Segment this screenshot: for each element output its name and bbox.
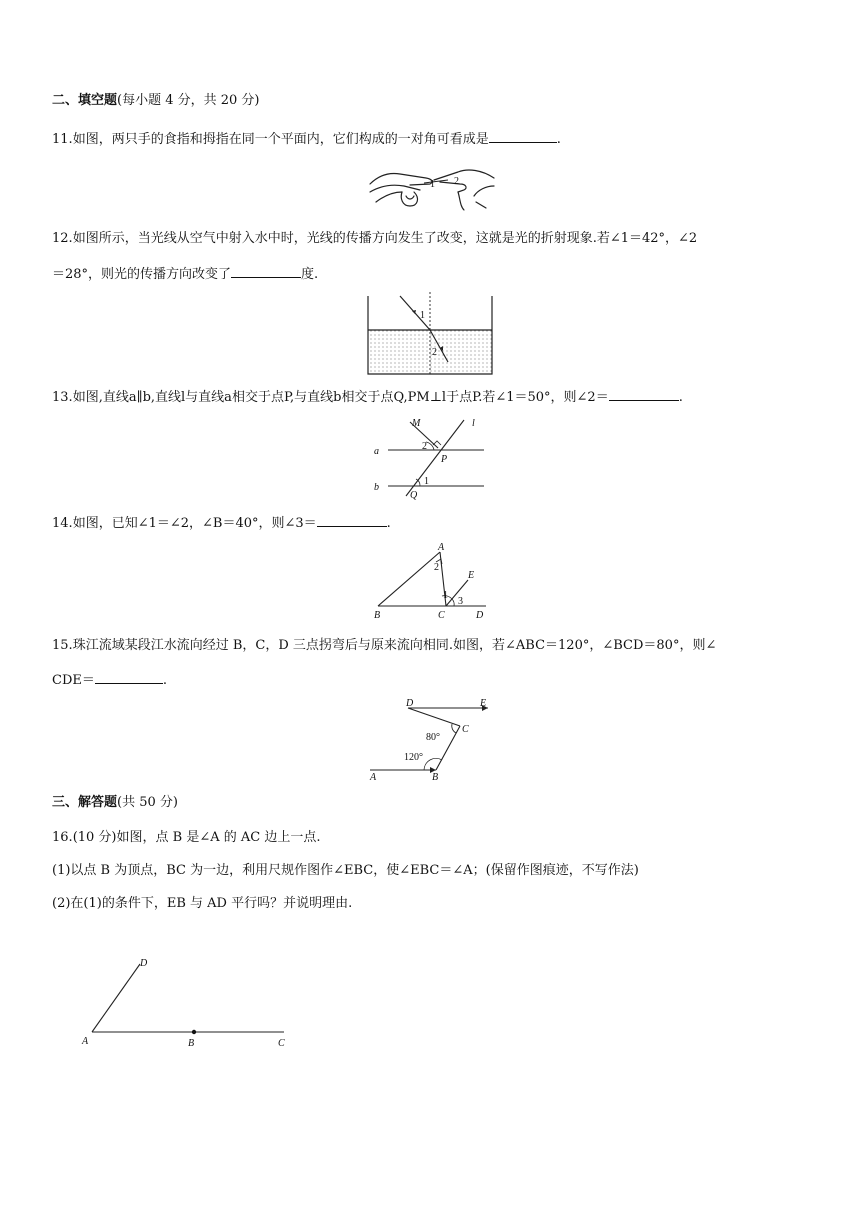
- question-16: [52, 829, 320, 847]
- point-A-label: A: [438, 542, 445, 553]
- angle-2-label: 2: [422, 441, 427, 452]
- question-text: 如图所示，当光线从空气中射入水中时，光线的传播方向发生了改变，这就是光的折射现象.若∠1＝42°，∠2: [72, 231, 698, 246]
- point-B-label: B: [374, 610, 381, 621]
- angle-2-label: 2: [434, 562, 439, 573]
- answer-blank[interactable]: [95, 670, 163, 684]
- question-11: [52, 129, 561, 149]
- point-Q-label: Q: [410, 490, 418, 501]
- question-15-line-1: [52, 637, 716, 655]
- section-note: (共 50 分): [117, 795, 178, 810]
- figure-parallel-lines: [370, 416, 488, 500]
- point-P-label: P: [441, 454, 448, 465]
- question-end: .: [162, 673, 168, 688]
- incident-angle-1-label: 1: [420, 310, 425, 321]
- point-E-label: E: [480, 698, 487, 709]
- question-14: [52, 513, 391, 533]
- question-number: 11.: [52, 132, 73, 147]
- question-text: ＝28°，则光的传播方向改变了: [52, 267, 232, 282]
- question-number: 16.: [52, 830, 73, 845]
- point-M-label: M: [412, 418, 421, 429]
- section-2-header: [52, 92, 260, 110]
- point-C-label: C: [438, 610, 445, 621]
- question-end: .: [386, 516, 391, 531]
- point-C-label: C: [462, 724, 469, 735]
- section-title: 二、填空题: [52, 93, 118, 108]
- figure-river-bend: [366, 694, 496, 784]
- question-12-line-2: [52, 264, 318, 284]
- point-C-label: C: [278, 1038, 285, 1049]
- question-end: 度.: [301, 267, 319, 282]
- line-l-label: l: [472, 418, 475, 429]
- question-text: 如图，已知∠1＝∠2，∠B＝40°，则∠3＝: [72, 516, 317, 531]
- refraction-angle-2-label: 2: [432, 347, 437, 358]
- section-3-header: [52, 794, 178, 812]
- question-text: 珠江流域某段江水流向经过 B，C，D 三点拐弯后与原来流向相同.如图，若∠ABC＝120°，∠BCD＝80°，则∠: [72, 638, 717, 653]
- question-text: CDE＝: [52, 673, 95, 688]
- angle-120-label: 120°: [404, 752, 423, 763]
- question-16-part-2: (2)在(1)的条件下，EB 与 AD 平行吗？并说明理由.: [52, 896, 353, 911]
- line-a-label: a: [374, 446, 379, 457]
- question-end: .: [556, 132, 561, 147]
- point-B-label: B: [188, 1038, 195, 1049]
- question-16-part-1: (1)以点 B 为顶点，BC 为一边，利用尺规作图作∠EBC，使∠EBC＝∠A；(保留作图痕迹，不写作法): [52, 863, 639, 878]
- angle-3-label: 3: [458, 596, 463, 607]
- question-text: (10 分)如图，点 B 是∠A 的 AC 边上一点.: [72, 830, 321, 845]
- angle-1-label: 1: [424, 476, 429, 487]
- question-13: [52, 387, 683, 407]
- question-number: 12.: [52, 231, 73, 246]
- answer-blank[interactable]: [231, 264, 301, 278]
- question-end: .: [678, 390, 683, 405]
- question-number: 14.: [52, 516, 73, 531]
- question-number: 15.: [52, 638, 73, 653]
- point-A-label: A: [370, 772, 377, 783]
- question-12-line-1: [52, 230, 697, 248]
- figure-refraction: [366, 290, 494, 378]
- angle-1-label: 1: [443, 590, 448, 601]
- section-title: 三、解答题: [52, 795, 118, 810]
- question-text: 如图,直线a∥b,直线l与直线a相交于点P,与直线b相交于点Q,PM⊥l于点P.若∠1＝50°，则∠2＝: [72, 390, 609, 405]
- hands-angle-2-label: 2: [454, 176, 459, 187]
- point-B-label: B: [432, 772, 439, 783]
- question-text: 如图，两只手的食指和拇指在同一个平面内，它们构成的一对角可看成是: [72, 132, 489, 147]
- figure-hands: [368, 162, 496, 212]
- point-E-label: E: [468, 570, 475, 581]
- answer-blank[interactable]: [489, 129, 557, 143]
- point-D-label: D: [476, 610, 484, 621]
- answer-blank[interactable]: [317, 513, 387, 527]
- figure-angle-A: [80, 952, 300, 1052]
- figure-triangle: [370, 542, 494, 622]
- answer-blank[interactable]: [609, 387, 679, 401]
- question-15-line-2: [52, 670, 167, 690]
- point-A-label: A: [82, 1036, 89, 1047]
- point-D-label: D: [406, 698, 414, 709]
- section-note: (每小题 4 分，共 20 分): [117, 93, 260, 108]
- hands-angle-1-label: 1: [430, 179, 435, 190]
- angle-80-label: 80°: [426, 732, 440, 743]
- point-D-label: D: [140, 958, 148, 969]
- question-number: 13.: [52, 390, 73, 405]
- line-b-label: b: [374, 482, 379, 493]
